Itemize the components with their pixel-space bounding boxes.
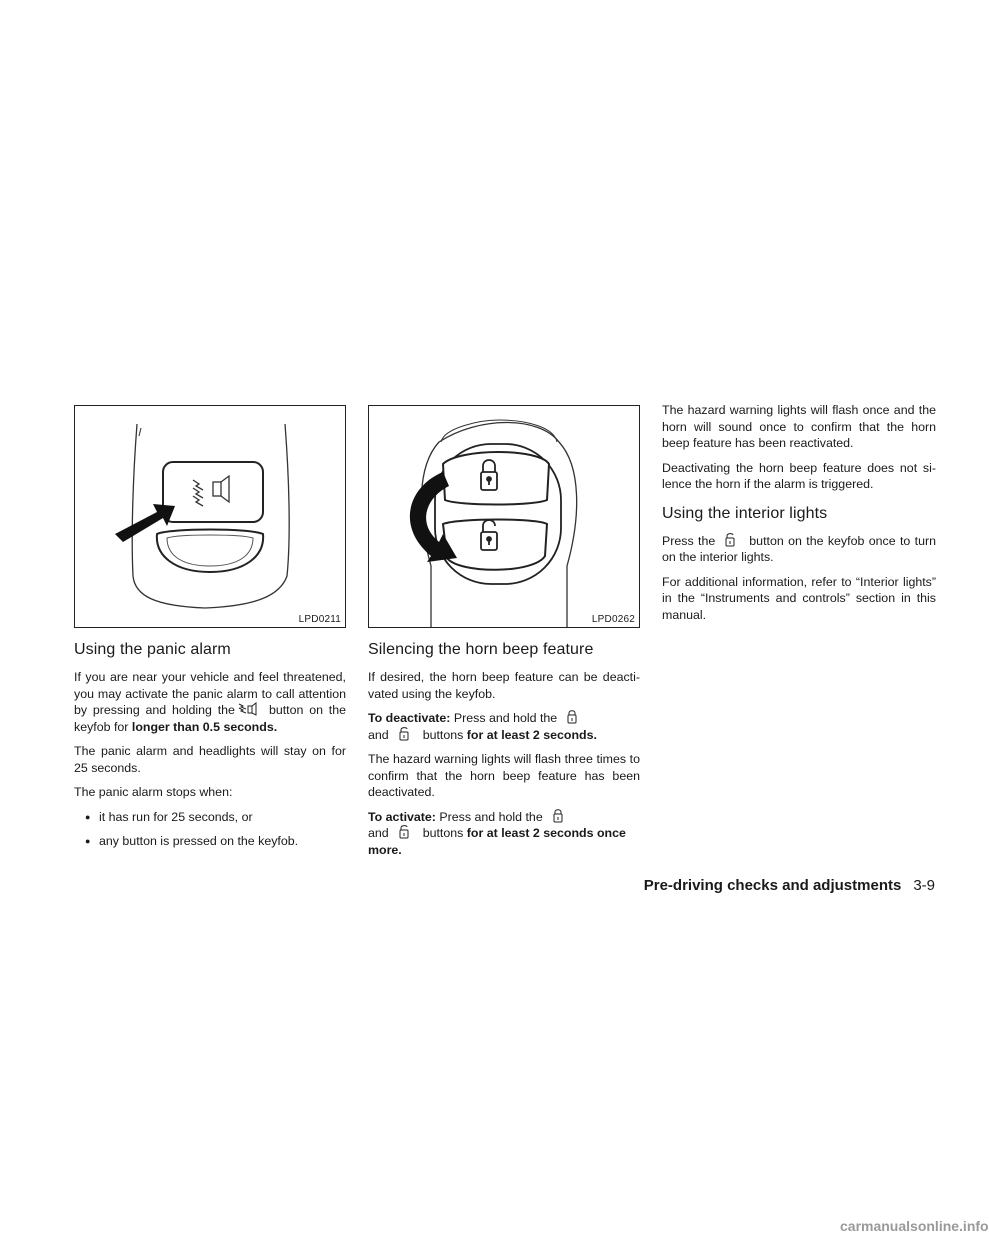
unlock-icon bbox=[391, 825, 417, 839]
paragraph-horn-intro: If desired, the horn beep feature can be deacti-vated using the keyfob. bbox=[368, 670, 640, 701]
keyfob-lock-illustration bbox=[369, 406, 639, 627]
page-footer bbox=[644, 877, 935, 894]
column-panic-alarm bbox=[74, 405, 346, 858]
section-name: Pre-driving checks and adjustments bbox=[643, 877, 902, 894]
lock-icon bbox=[559, 710, 585, 724]
column-horn-beep bbox=[368, 405, 640, 866]
unlock-icon bbox=[391, 727, 417, 741]
section-title-horn-beep: Silencing the horn beep feature bbox=[368, 641, 594, 658]
figure-code: LPD0211 bbox=[298, 614, 341, 625]
figure-panic-button bbox=[74, 405, 346, 628]
bullet-icon: ● bbox=[85, 836, 91, 846]
figure-lock-unlock-buttons bbox=[368, 405, 640, 628]
paragraph-interior-press: Press the button on the keyfob once to turn on the interior lights. bbox=[662, 533, 937, 564]
figure-code: LPD0262 bbox=[591, 614, 635, 625]
panic-alarm-icon bbox=[237, 702, 263, 716]
paragraph-flash-three: The hazard warning lights will flash three times to confirm that the horn beep feature has been deactivated. bbox=[368, 752, 640, 799]
section-title-panic-alarm: Using the panic alarm bbox=[74, 641, 231, 658]
watermark: carmanualsonline.info bbox=[840, 1218, 989, 1234]
bullet-list bbox=[74, 809, 346, 850]
section-title-interior-lights: Using the interior lights bbox=[662, 504, 828, 522]
lock-icon bbox=[545, 809, 571, 823]
paragraph-alarm-note: Deactivating the horn beep feature does not si-lence the horn if the alarm is triggered. bbox=[662, 460, 936, 491]
paragraph-deactivate: To deactivate: Press and hold the and buttons for at least 2 seconds. bbox=[368, 711, 597, 742]
paragraph-reactivated: The hazard warning lights will flash once and the horn will sound once to confirm that the horn beep feature has been reactivated. bbox=[662, 403, 936, 450]
column-interior-lights bbox=[662, 402, 936, 631]
paragraph-activate: To activate: Press and hold the and buttons for at least 2 seconds once more. bbox=[368, 809, 626, 857]
list-item: ● it has run for 25 seconds, or bbox=[85, 809, 253, 824]
bullet-icon: ● bbox=[85, 811, 91, 822]
paragraph-panic-stops: The panic alarm stops when: bbox=[74, 785, 233, 799]
page-number: 3-9 bbox=[913, 877, 935, 894]
paragraph-panic-activate: If you are near your vehicle and feel threatened, you may activate the panic alarm to call attention by pressing and holding the button on the keyfob for longer than 0.5 seconds. bbox=[74, 670, 346, 734]
paragraph-additional-info: For additional information, refer to “Interior lights” in the “Instruments and controls” section in this manual. bbox=[662, 574, 936, 622]
keyfob-panic-illustration bbox=[75, 406, 345, 627]
unlock-icon bbox=[717, 533, 743, 547]
paragraph-panic-duration: The panic alarm and headlights will stay on for 25 seconds. bbox=[74, 744, 346, 775]
list-item: ● any button is pressed on the keyfob. bbox=[85, 834, 299, 848]
